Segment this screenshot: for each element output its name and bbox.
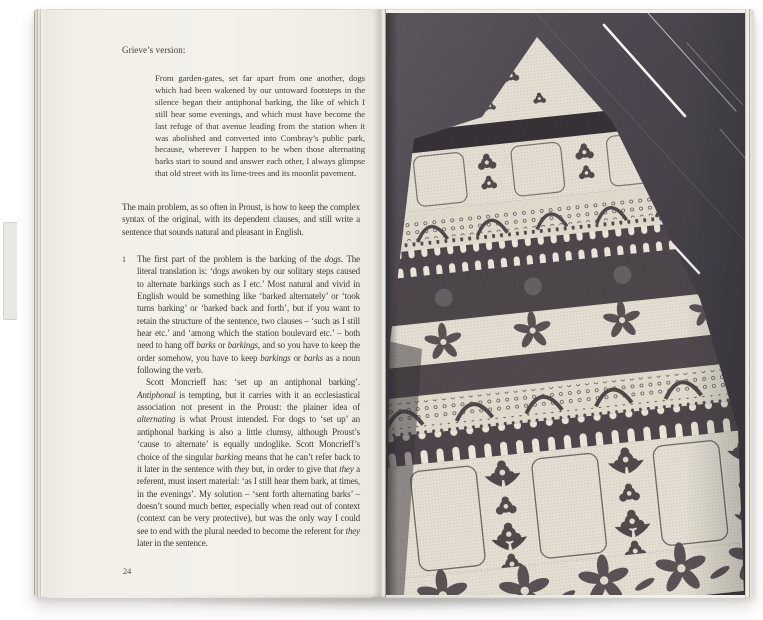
bookmark-tab (3, 222, 17, 320)
left-text-page (47, 9, 372, 598)
page-number: 24 (123, 567, 132, 576)
footnote-number: 1 (122, 255, 126, 264)
intro-paragraph: The main problem, as so often in Proust, is how to keep the complex syntax of the original, with its dependent clauses, and still write a sentence that sounds natural and pleasant in English. (122, 202, 360, 237)
book-gutter (372, 9, 386, 597)
translation-footnote (122, 253, 360, 549)
lace-curtain-photo (386, 13, 745, 595)
book-shadow (30, 597, 754, 615)
section-heading: Grieve’s version: (122, 45, 186, 55)
footnote-paragraph-2: Scott Moncrieff has: ‘set up an antiphonal barking’. Antiphonal is tempting, but it carries with it an ecclesiastical association not present in the Proust: the plainer idea of alternating is what Proust intended. For dogs to ‘set up’ an antiphonal barking is also a little clumsy, although Proust’s ‘cause to alternate’ is equally undoglike. Scott Moncrieff’s choice of the singular barking means that he can’t refer back to it later in the sentence with they but, in order to give that they a referent, must insert material: ‘as I still hear them bark, at times, in the evenings’. My solution – ‘sent forth alternating barks’ – doesn’t sound much better, especially when read out of context (context can be very protective), but was the only way I could see to end with the plural needed to become the referent for they later in the sentence. (137, 377, 360, 548)
right-page-edge (745, 9, 754, 597)
right-photo-page (386, 9, 745, 598)
open-book-spread (34, 9, 754, 597)
footnote-paragraph-1: The first part of the problem is the barking of the dogs. The literal translation is: ‘dogs awoken by our solitary steps caused to alternate barkings such as I etc.’ Most natural and vivid in English would be something like ‘barked alternately’ or ‘took turns barking’ or ‘barked back and forth’, but if you want to retain the structure of the sentence, two clauses – ‘such as I still hear etc.’ and ‘among which the station boulevard etc.’ – both need to hang off barks or barkings, and so you have to keep the order somehow, you have to keep barkings or barks as a noun following the verb. (137, 254, 360, 376)
left-page-edges (34, 9, 47, 597)
block-quote: From garden-gates, set far apart from one another, dogs which had been wakened by our untoward footsteps in the silence began their antiphonal barking, the like of which I still hear some evenings, and which must have become the last refuge of that avenue leading from the station when it was abolished and converted into Combray’s public park, because, wherever I happen to be when those alternating barks start to sound and answer each other, I always glimpse that old street with its lime-trees and its moonlit pavement. (155, 73, 365, 179)
